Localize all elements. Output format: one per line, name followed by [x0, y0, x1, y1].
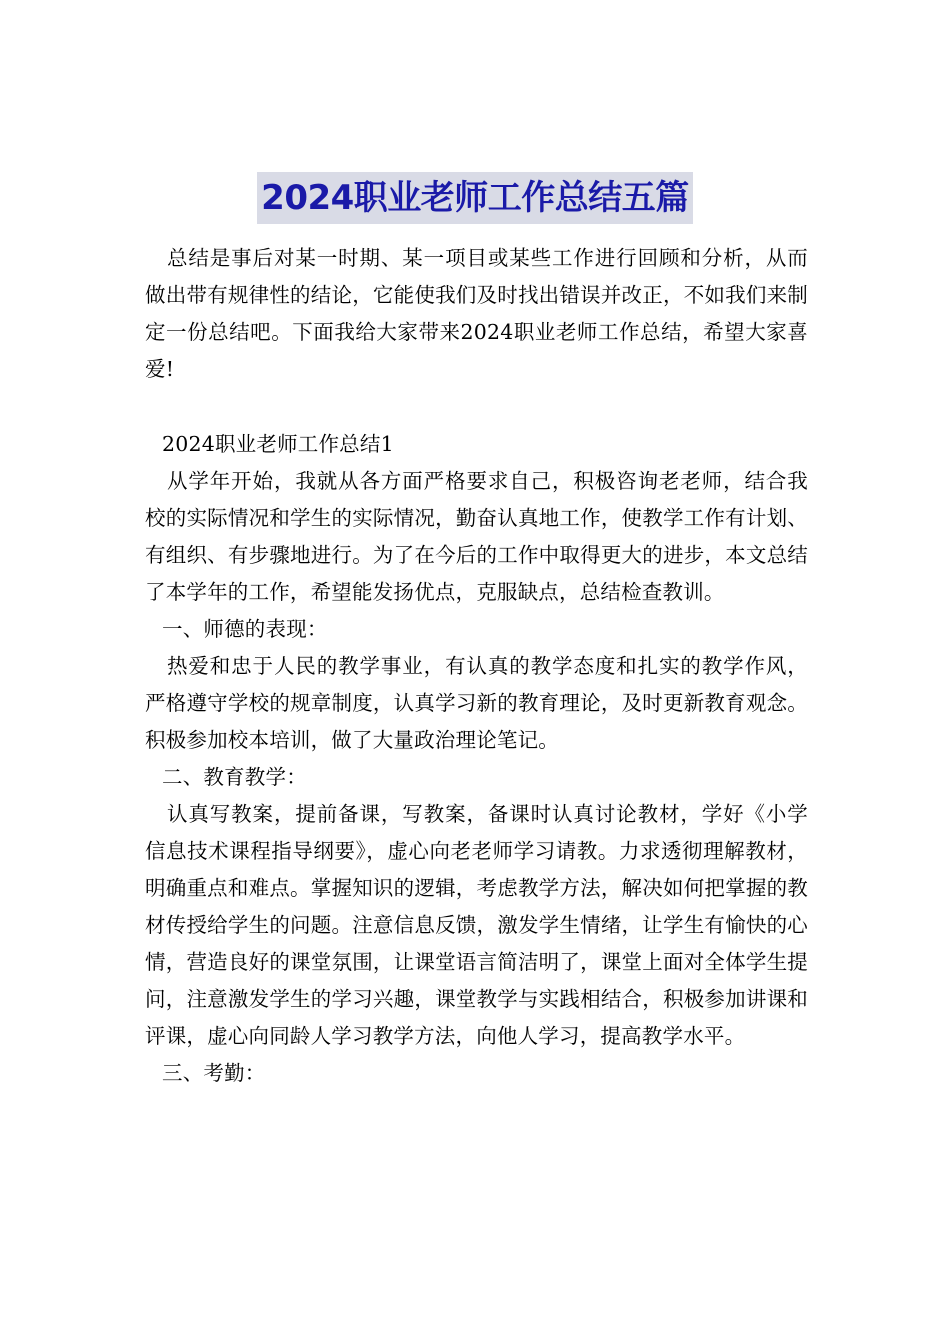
subsection-text-ethics: 热爱和忠于人民的教学事业，有认真的教学态度和扎实的教学作风，严格遵守学校的规章制度，认真学习新的教育理论，及时更新教育观念。积极参加校本培训，做了大量政治理论笔记。	[145, 654, 808, 752]
section-paragraph: 从学年开始，我就从各方面严格要求自己，积极咨询老老师，结合我校的实际情况和学生的实际情况，勤奋认真地工作，使教学工作有计划、有组织、有步骤地进行。为了在今后的工作中取得更大的进步，本文总结了本学年的工作，希望能发扬优点，克服缺点，总结检查教训。	[145, 469, 808, 604]
title-container	[0, 172, 950, 224]
section-heading: 2024职业老师工作总结1	[162, 432, 394, 456]
intro-paragraph: 总结是事后对某一时期、某一项目或某些工作进行回顾和分析，从而做出带有规律性的结论，它能使我们及时找出错误并改正，不如我们来制定一份总结吧。下面我给大家带来2024职业老师工作总结，希望大家喜爱!	[145, 246, 808, 381]
subsection-heading-teaching: 二、教育教学：	[162, 765, 307, 789]
subsection-text-teaching: 认真写教案，提前备课，写教案，备课时认真讨论教材，学好《小学信息技术课程指导纲要》，虚心向老老师学习请教。力求透彻理解教材，明确重点和难点。掌握知识的逻辑，考虑教学方法，解决如何把掌握的教材传授给学生的问题。注意信息反馈，激发学生情绪，让学生有愉快的心情，营造良好的课堂氛围，让课堂语言简洁明了，课堂上面对全体学生提问，注意激发学生的学习兴趣，课堂教学与实践相结合，积极参加讲课和评课，虚心向同龄人学习教学方法，向他人学习，提高教学水平。	[145, 802, 808, 1048]
subsection-heading-ethics: 一、师德的表现：	[162, 617, 328, 641]
document-title: 2024职业老师工作总结五篇	[257, 172, 693, 224]
document-body	[145, 240, 808, 1092]
subsection-heading-attendance: 三、考勤：	[162, 1061, 266, 1085]
